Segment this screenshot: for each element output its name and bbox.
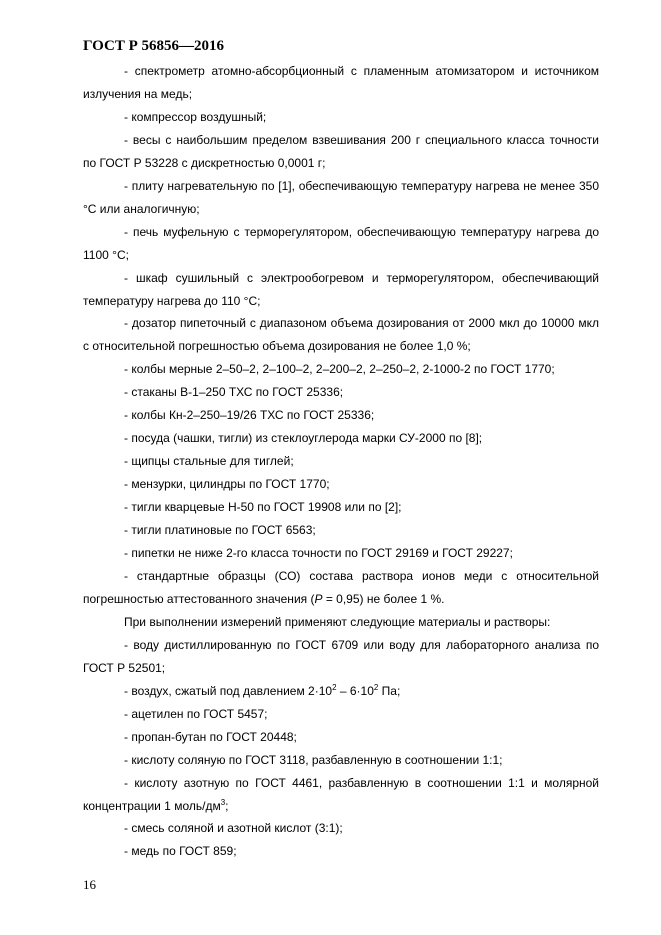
nitric-acid-text: - кислоту азотную по ГОСТ 4461, разбавленную в соотношении 1:1 и молярной концентрации 1 моль/дм [83,775,599,813]
exponent: 2 [373,682,379,692]
document-id-header: ГОСТ Р 56856—2016 [83,38,225,54]
list-item: - посуда (чашки, тигли) из стеклоуглерода марки СУ-2000 по [8]; [124,431,483,446]
list-item: - тигли платиновые по ГОСТ 6563; [124,523,316,538]
list-item-reference-samples [83,565,599,611]
reference-samples-text: - стандартные образцы (СО) состава раствора ионов меди с относительной погрешностью аттестованного значения ( [83,568,599,606]
page-number: 16 [83,877,96,892]
document-body [83,60,599,863]
list-item: - колбы мерные 2–50–2, 2–100–2, 2–200–2, 2–250–2, 2-1000-2 по ГОСТ 1770; [124,362,555,377]
list-item: - воду дистиллированную по ГОСТ 6709 или воду для лабораторного анализа по ГОСТ Р 52501; [83,637,599,675]
list-item: - мензурки, цилиндры по ГОСТ 1770; [124,477,330,492]
probability-symbol: P [314,591,323,606]
list-item: - спектрометр атомно-абсорбционный с пламенным атомизатором и источником излучения на медь; [83,64,599,101]
semicolon: ; [225,798,229,813]
exponent: 3 [220,797,226,807]
list-item: - пипетки не ниже 2-го класса точности по ГОСТ 29169 и ГОСТ 29227; [124,546,513,561]
list-item: - смесь соляной и азотной кислот (3:1); [124,821,343,836]
list-item: - компрессор воздушный; [124,109,267,124]
air-tail: Па; [378,683,401,698]
list-item: - стаканы В-1–250 ТХС по ГОСТ 25336; [124,385,344,400]
air-mid: – 6·10 [336,683,374,698]
probability-tail: = 0,95) не более 1 %. [322,591,445,606]
list-item-air [83,680,599,703]
list-item: - дозатор пипеточный с диапазоном объема дозирования от 2000 мкл до 10000 мкл с относительной погрешностью объема дозирования не более 1,0 %; [83,316,599,354]
list-item: - тигли кварцевые Н-50 по ГОСТ 19908 или по [2]; [124,500,402,515]
exponent: 2 [332,682,337,692]
list-item: - шкаф сушильный с электрообогревом и терморегулятором, обеспечивающий температуру нагрева до 110 °С; [83,270,599,308]
list-item: - колбы Кн-2–250–19/26 ТХС по ГОСТ 25336; [124,408,375,423]
air-text: - воздух, сжатый под давлением 2·10 [124,683,333,698]
list-item: - щипцы стальные для тиглей; [124,454,294,469]
list-item: - кислоту соляную по ГОСТ 3118, разбавленную в соотношении 1:1; [124,752,503,767]
list-item-nitric-acid [83,772,599,818]
materials-intro: При выполнении измерений применяют следующие материалы и растворы: [124,614,551,629]
list-item: - пропан-бутан по ГОСТ 20448; [124,729,297,744]
list-item: - ацетилен по ГОСТ 5457; [124,706,268,721]
list-item: - печь муфельную с терморегулятором, обеспечивающую температуру нагрева до 1100 °С; [83,224,599,262]
list-item: - плиту нагревательную по [1], обеспечивающую температуру нагрева не менее 350 °С или аналогичную; [83,178,599,216]
list-item: - медь по ГОСТ 859; [124,844,237,859]
list-item: - весы с наибольшим пределом взвешивания 200 г специального класса точности по ГОСТ Р 53228 с дискретностью 0,0001 г; [83,132,599,170]
